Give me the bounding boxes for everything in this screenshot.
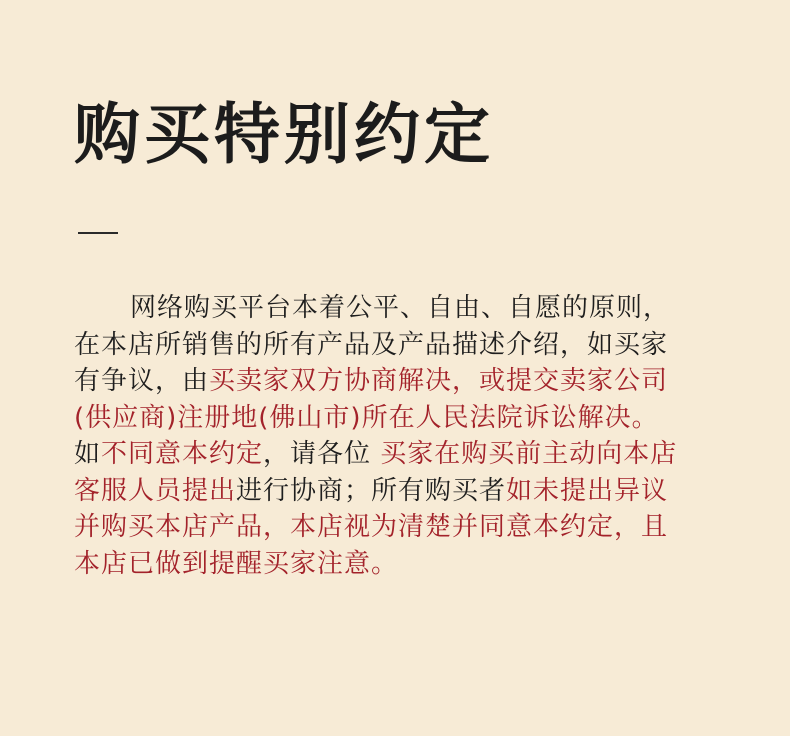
highlighted-segment: (供应商)注册地(佛山市)所在人民法院诉讼解决。 — [74, 402, 659, 433]
body-line — [74, 473, 734, 510]
highlighted-segment: 本店已做到提醒买家注意。 — [74, 548, 399, 579]
body-line — [74, 546, 734, 583]
highlighted-segment: 买卖家双方协商解决，或提交卖家公司 — [209, 366, 669, 396]
highlighted-segment: 并购买本店产品，本店视为清楚并同意本约定，且 — [74, 512, 669, 542]
body-line — [74, 509, 734, 546]
body-segment: ，请各位 — [263, 439, 381, 469]
body-segment: 进行协商；所有购买者 — [236, 475, 507, 506]
page-title: 购买特别约定 — [74, 96, 494, 173]
title-divider — [78, 232, 118, 234]
highlighted-segment: 不同意本约定 — [101, 439, 264, 469]
body-line — [74, 290, 734, 327]
body-line — [74, 327, 734, 364]
agreement-body — [74, 290, 734, 582]
body-line — [74, 436, 734, 473]
body-line — [74, 400, 734, 437]
body-segment: 网络购买平台本着公平、自由、自愿的原则， — [130, 293, 671, 323]
body-segment: 有争议，由 — [74, 366, 210, 396]
highlighted-segment: 客服人员提出 — [74, 475, 237, 506]
highlighted-segment: 如未提出异议 — [506, 475, 669, 506]
body-segment: 如 — [74, 439, 102, 469]
highlighted-segment: 买家在购买前主动向本店 — [380, 439, 678, 469]
body-segment: 在本店所销售的所有产品及产品描述介绍，如买家 — [74, 329, 669, 360]
body-line — [74, 363, 734, 400]
